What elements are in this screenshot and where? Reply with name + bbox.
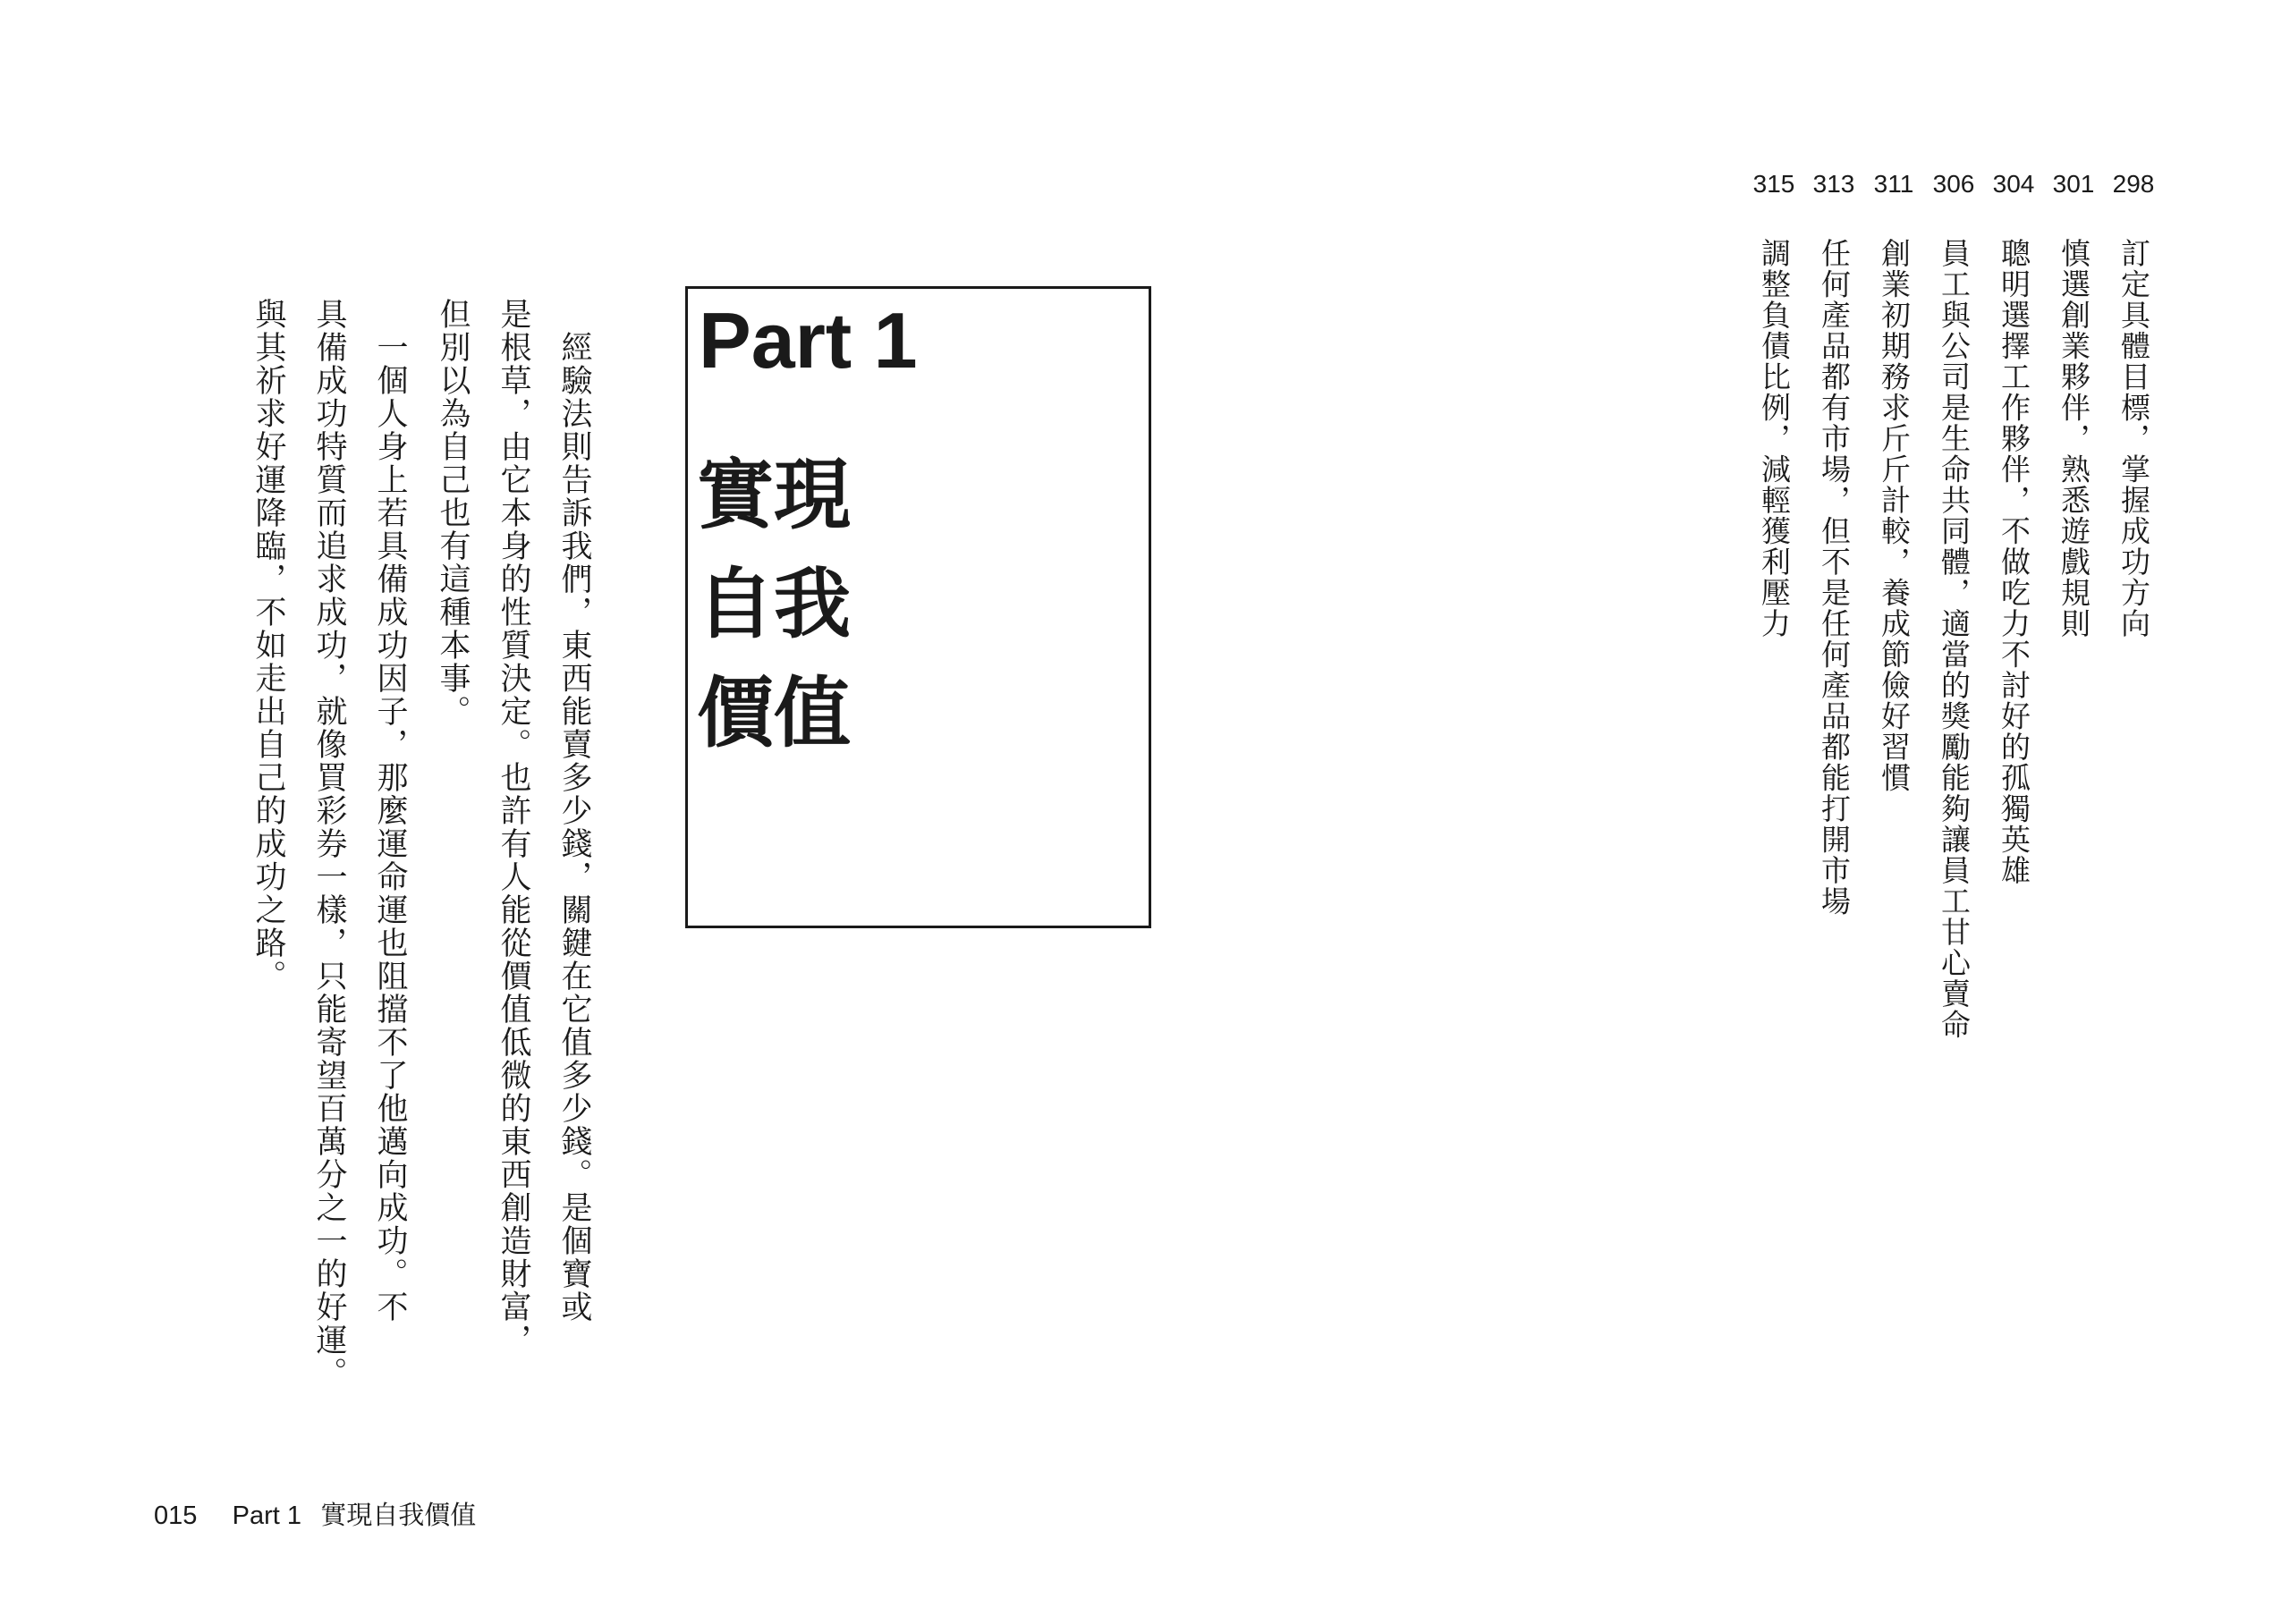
body-line: 與其祈求好運降臨，不如走出自己的成功之路。 [250, 298, 286, 993]
body-line: 是根草，由它本身的性質決定。也許有人能從價值低微的東西創造財富， [496, 298, 531, 1357]
toc-page-number: 313 [1812, 170, 1855, 198]
body-paragraph-2 [238, 298, 420, 1390]
toc-page-number: 311 [1873, 170, 1914, 198]
toc-entry[interactable] [2107, 170, 2160, 639]
toc-title: 聰明選擇工作夥伴，不做吃力不討好的孤獨英雄 [1997, 238, 2031, 886]
footer-part-label: Part 1 [232, 1501, 301, 1530]
toc-page-number: 301 [2052, 170, 2095, 198]
toc-page-number: 315 [1752, 170, 1795, 198]
toc-page-number: 304 [1992, 170, 2035, 198]
toc-entry[interactable] [1867, 170, 1921, 793]
body-line: 但別以為自己也有這種本事。 [435, 298, 471, 728]
toc-page-number: 298 [2112, 170, 2155, 198]
part-title-box [685, 286, 1151, 928]
body-line: 經驗法則告訴我們，東西能賣多少錢，關鍵在它值多少錢。是個寶或 [556, 298, 592, 1324]
table-of-contents [1713, 0, 2160, 1040]
page-footer [154, 1495, 476, 1532]
toc-entry[interactable] [1747, 170, 1801, 639]
toc-page-number: 306 [1932, 170, 1975, 198]
body-paragraph-1 [422, 298, 605, 1357]
part-label: Part 1 [699, 296, 918, 385]
part-title-line: 價值 [697, 669, 851, 758]
part-title-line: 實現 [697, 451, 851, 540]
toc-title: 任何產品都有市場，但不是任何產品都能打開市場 [1817, 238, 1852, 917]
toc-title: 慎選創業夥伴，熟悉遊戲規則 [2057, 238, 2091, 639]
toc-entry[interactable] [1987, 170, 2040, 886]
toc-entry[interactable] [2047, 170, 2100, 639]
toc-entry[interactable] [1807, 170, 1861, 917]
toc-title: 訂定具體目標，掌握成功方向 [2116, 238, 2151, 639]
toc-title: 調整負債比例，減輕獲利壓力 [1757, 238, 1792, 639]
part-title [697, 441, 851, 768]
toc-title: 員工與公司是生命共同體，適當的獎勵能夠讓員工甘心賣命 [1937, 238, 1972, 1040]
part-title-line: 自我 [697, 560, 851, 649]
page-number: 015 [154, 1501, 198, 1530]
toc-title: 創業初期務求斤斤計較，養成節儉好習慣 [1877, 238, 1912, 793]
body-line: 一個人身上若具備成功因子，那麼運命運也阻擋不了他邁向成功。不 [372, 298, 408, 1324]
body-line: 具備成功特質而追求成功，就像買彩券一樣，只能寄望百萬分之一的好運。 [311, 298, 347, 1390]
footer-title: 實現自我價值 [320, 1500, 477, 1530]
toc-entry[interactable] [1927, 170, 1980, 1040]
